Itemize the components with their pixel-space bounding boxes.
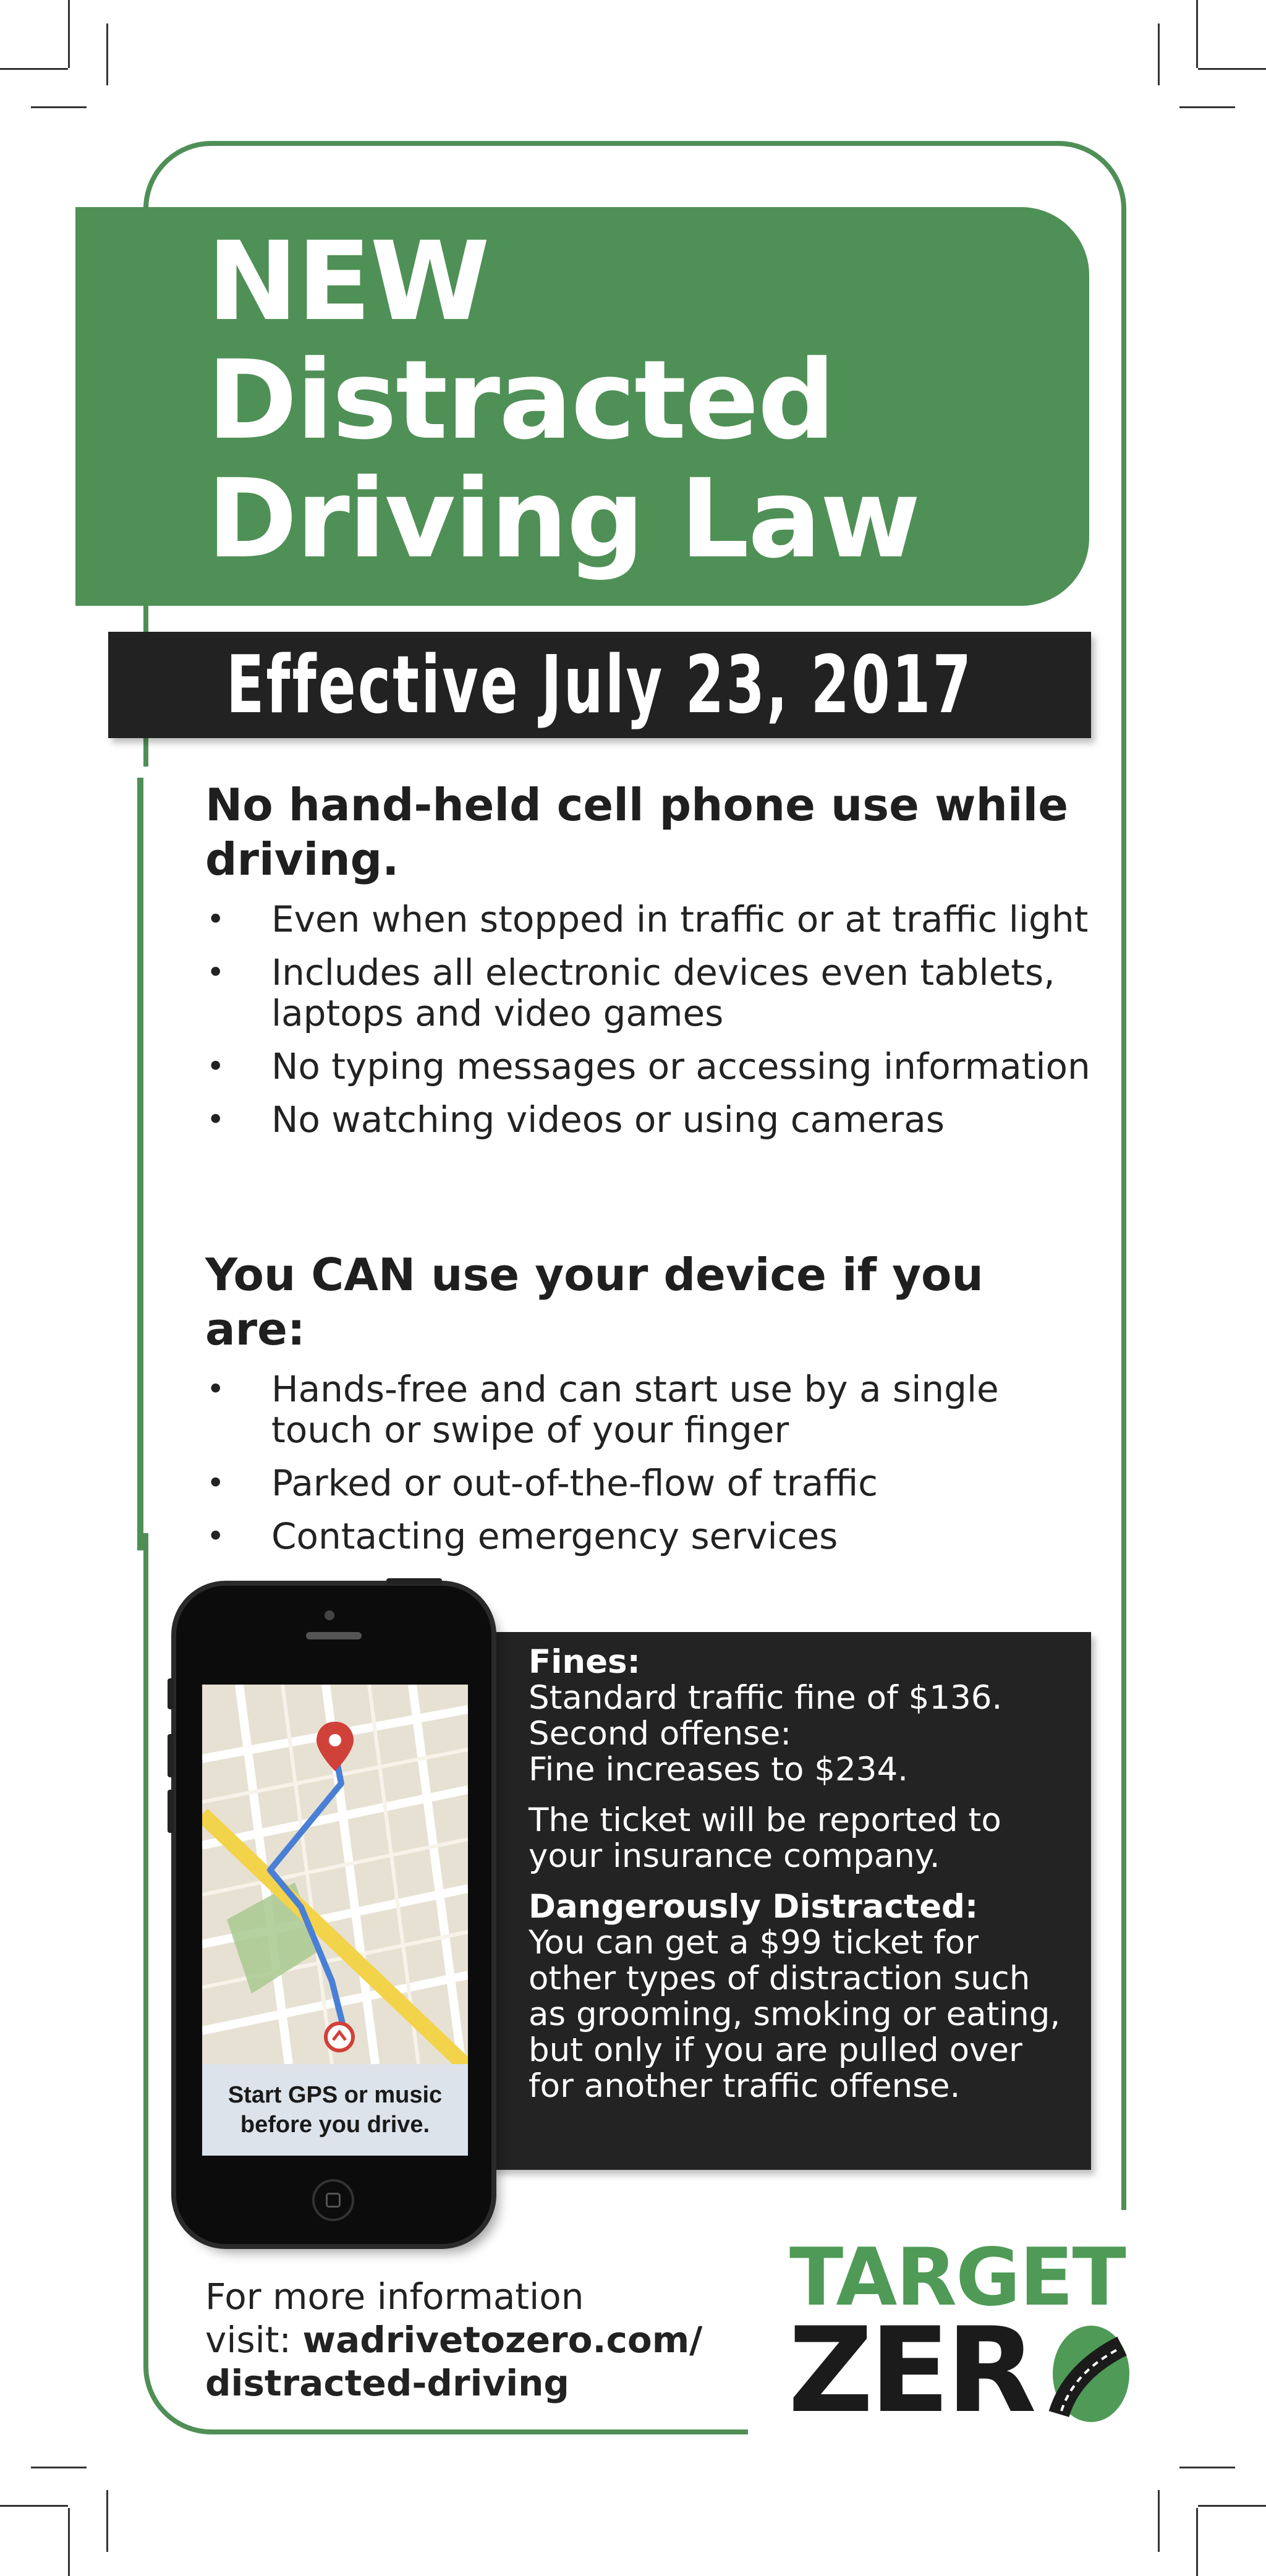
phone-screen: [202, 1685, 468, 2156]
allowed-section: [205, 1248, 1095, 1557]
url-link-part1[interactable]: wadrivetozero.com/: [302, 2319, 703, 2361]
distracted-text: You can get a $99 ticket for other types of distraction such as grooming, smoking or eating, but only if you are pulled over for another traffic offense.: [529, 1924, 1061, 2105]
list-item: • Contacting emergency services: [205, 1516, 1095, 1557]
camera-icon: [325, 1610, 334, 1620]
title-line-2: Distracted: [207, 337, 835, 464]
page-title: [207, 218, 1060, 582]
allowed-heading: You CAN use your device if you are:: [205, 1249, 983, 1355]
effective-date-bar: [108, 632, 1091, 738]
allowed-list: [205, 1369, 1095, 1557]
prohibited-section: [205, 778, 1095, 1140]
left-green-rule: [137, 778, 143, 1550]
distracted-heading: Dangerously Distracted:: [529, 1888, 979, 1926]
title-line-1: NEW: [207, 218, 489, 345]
more-info-text: [205, 2275, 762, 2405]
map-navigation-icon: [202, 1685, 468, 2064]
fines-second-offense: Second offense:: [529, 1715, 792, 1753]
list-item: • No typing messages or accessing information: [205, 1046, 1095, 1087]
prohibited-heading: No hand-held cell phone use while driving.: [205, 779, 1069, 885]
logo-target-text: TARGET: [789, 2232, 1125, 2324]
more-info-line: For more information: [205, 2276, 584, 2318]
list-item: • Even when stopped in traffic or at traffic light: [205, 899, 1095, 940]
screen-caption: Start GPS or music before you drive.: [202, 2064, 468, 2156]
logo-zero-text: ZER: [788, 2302, 1033, 2439]
fines-increase: Fine increases to $234.: [529, 1751, 909, 1788]
fines-panel: [491, 1632, 1091, 2170]
home-button-icon: [312, 2179, 354, 2221]
list-item: • Parked or out-of-the-flow of traffic: [205, 1463, 1095, 1503]
list-item: • No watching videos or using cameras: [205, 1099, 1095, 1140]
road-o-icon: [1048, 2321, 1134, 2426]
target-zero-logo: [788, 2232, 1134, 2439]
smartphone-illustration: [176, 1586, 491, 2244]
prohibited-list: [205, 899, 1095, 1140]
speaker-icon: [306, 1632, 362, 1639]
list-item: • Includes all electronic devices even tablets, laptops and video games: [205, 952, 1095, 1034]
fines-standard: Standard traffic fine of $136.: [529, 1679, 1003, 1717]
title-line-3: Driving Law: [207, 456, 920, 582]
fines-heading: Fines:: [529, 1643, 640, 1681]
url-link-part2[interactable]: distracted-driving: [205, 2362, 569, 2404]
start-marker-icon: [326, 2023, 353, 2051]
fines-insurance: The ticket will be reported to your insurance company.: [529, 1801, 1001, 1875]
effective-date-text: Effective July 23, 2017: [226, 639, 974, 731]
list-item: • Hands-free and can start use by a single touch or swipe of your finger: [205, 1369, 1095, 1450]
visit-prefix: visit:: [205, 2319, 303, 2361]
